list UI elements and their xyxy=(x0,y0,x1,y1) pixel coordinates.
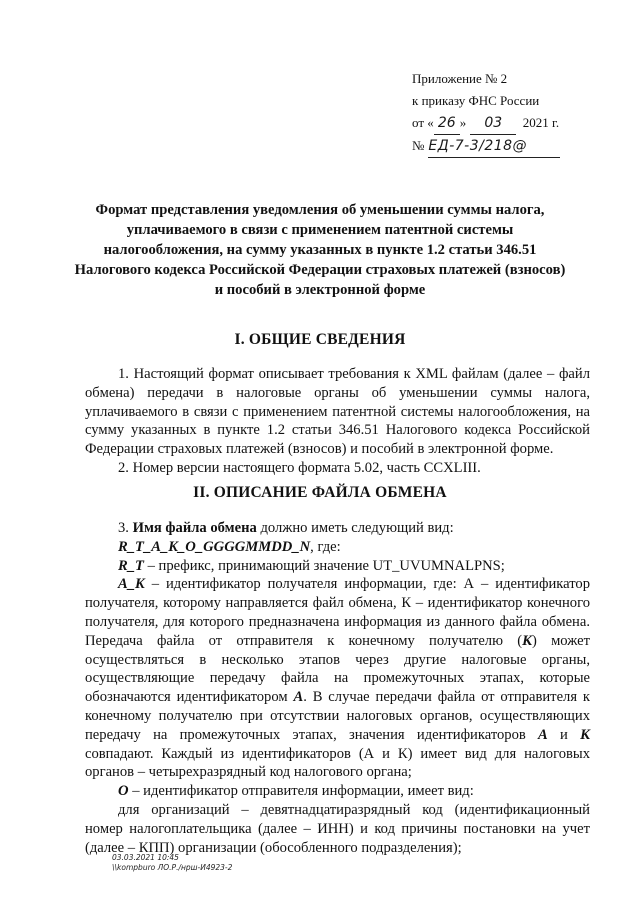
section-heading-general: I. ОБЩИЕ СВЕДЕНИЯ xyxy=(234,331,406,348)
date-day-handwritten: 26 xyxy=(434,112,460,135)
document-title xyxy=(70,200,570,300)
definition-text: и xyxy=(547,726,581,743)
definition-organizations: для организаций – девятнадцатиразрядный код (идентификационный номер налогоплательщика (далее – ИНН) и код причины постановки на учет (далее – КПП) организации (обособленного подразделения); xyxy=(85,801,590,856)
definition-rt xyxy=(85,557,590,576)
file-name-pattern xyxy=(85,538,590,557)
paragraph-text: должно иметь следующий вид: xyxy=(256,520,454,536)
paragraph-number: 3. xyxy=(118,520,133,536)
date-prefix: от « xyxy=(412,115,434,130)
title-line: уплачиваемого в связи с применением патентной системы xyxy=(126,222,514,238)
paragraph-2: 2. Номер версии настоящего формата 5.02, часть CCXLIII. xyxy=(118,459,481,476)
title-line: Налогового кодекса Российской Федерации страховых платежей (взносов) xyxy=(74,262,566,278)
order-number-handwritten: ЕД-7-3/218@ xyxy=(428,135,560,158)
title-line: и пособий в электронной форме xyxy=(214,282,426,298)
term-k: К xyxy=(522,632,532,649)
definition-text: ) может осуществляться в несколько этапов через другие налоговые органы, осуществляющие передачу файла на промежуточных этапах, которые обозначаются идентификатором xyxy=(85,632,590,706)
paragraph-3 xyxy=(85,519,590,538)
section-general-body xyxy=(85,365,590,478)
title-line: Формат представления уведомления об уменьшении суммы налога, xyxy=(95,202,545,218)
appendix-number: Приложение № 2 xyxy=(412,71,508,86)
definition-text: совпадают. Каждый из идентификаторов (А и К) имеет вид для налоговых органов – четырехразрядный код налогового органа; xyxy=(85,745,590,781)
term-a: А xyxy=(293,689,304,706)
definition-text: . В случае передачи файла от отправителя к конечному получателю при отсутствии налоговых органов, осуществляющих передачу на промежуточных этапах, значения идентификаторов xyxy=(85,689,590,743)
number-prefix: № xyxy=(412,138,425,153)
date-mid: » xyxy=(459,115,467,130)
definition-text: – префикс, принимающий значение UT_UVUMNALPNS; xyxy=(143,557,505,574)
term-o: O xyxy=(118,783,129,800)
appendix-header xyxy=(412,68,560,158)
print-stamp xyxy=(112,853,232,873)
appendix-order-ref: к приказу ФНС России xyxy=(412,93,540,108)
title-line: налогообложения, на сумму указанных в пункте 1.2 статьи 346.51 xyxy=(103,242,537,258)
appendix-date xyxy=(412,112,560,135)
term-a: А xyxy=(538,726,548,743)
term-rt: R_T xyxy=(118,557,144,574)
definition-o xyxy=(85,782,590,801)
definition-ak xyxy=(85,575,590,782)
paragraph-1: 1. Настоящий формат описывает требования к XML файлам (далее – файл обмена) передачи в налоговые органы об уменьшении суммы налога, уплачиваемого в связи с применением патентной системы налогообложения, на сумму указанных в пункте 1.2 статьи 346.51 Налогового кодекса Российской Федерации страховых платежей (взносов) и пособий в электронной форме. xyxy=(85,366,590,458)
term-k: К xyxy=(580,726,590,743)
term-ak: A_K xyxy=(118,576,145,593)
print-path: \\kompburo ЛО.Р./нрш-И4923-2 xyxy=(112,863,233,872)
appendix-order-number xyxy=(412,135,560,158)
section-exchange-body xyxy=(85,519,590,857)
date-year: 2021 г. xyxy=(522,115,560,130)
term-file-name: Имя файла обмена xyxy=(132,520,257,536)
definition-text: – идентификатор получателя информации, где: А – идентификатор получателя, которому направляется файл обмена, К – идентификатор конечного получателя, для которого предназначена информация из данного файла обмена. Передача файла от отправителя к конечному получателю ( xyxy=(85,576,590,649)
pattern-suffix: , где: xyxy=(310,538,341,555)
print-timestamp: 03.03.2021 10:45 xyxy=(112,853,179,862)
section-heading-exchange-file: II. ОПИСАНИЕ ФАЙЛА ОБМЕНА xyxy=(193,484,447,501)
date-month-handwritten: 03 xyxy=(470,112,516,135)
pattern-code: R_T_A_K_O_GGGGMMDD_N xyxy=(118,538,311,555)
definition-text: – идентификатор отправителя информации, имеет вид: xyxy=(128,783,474,800)
